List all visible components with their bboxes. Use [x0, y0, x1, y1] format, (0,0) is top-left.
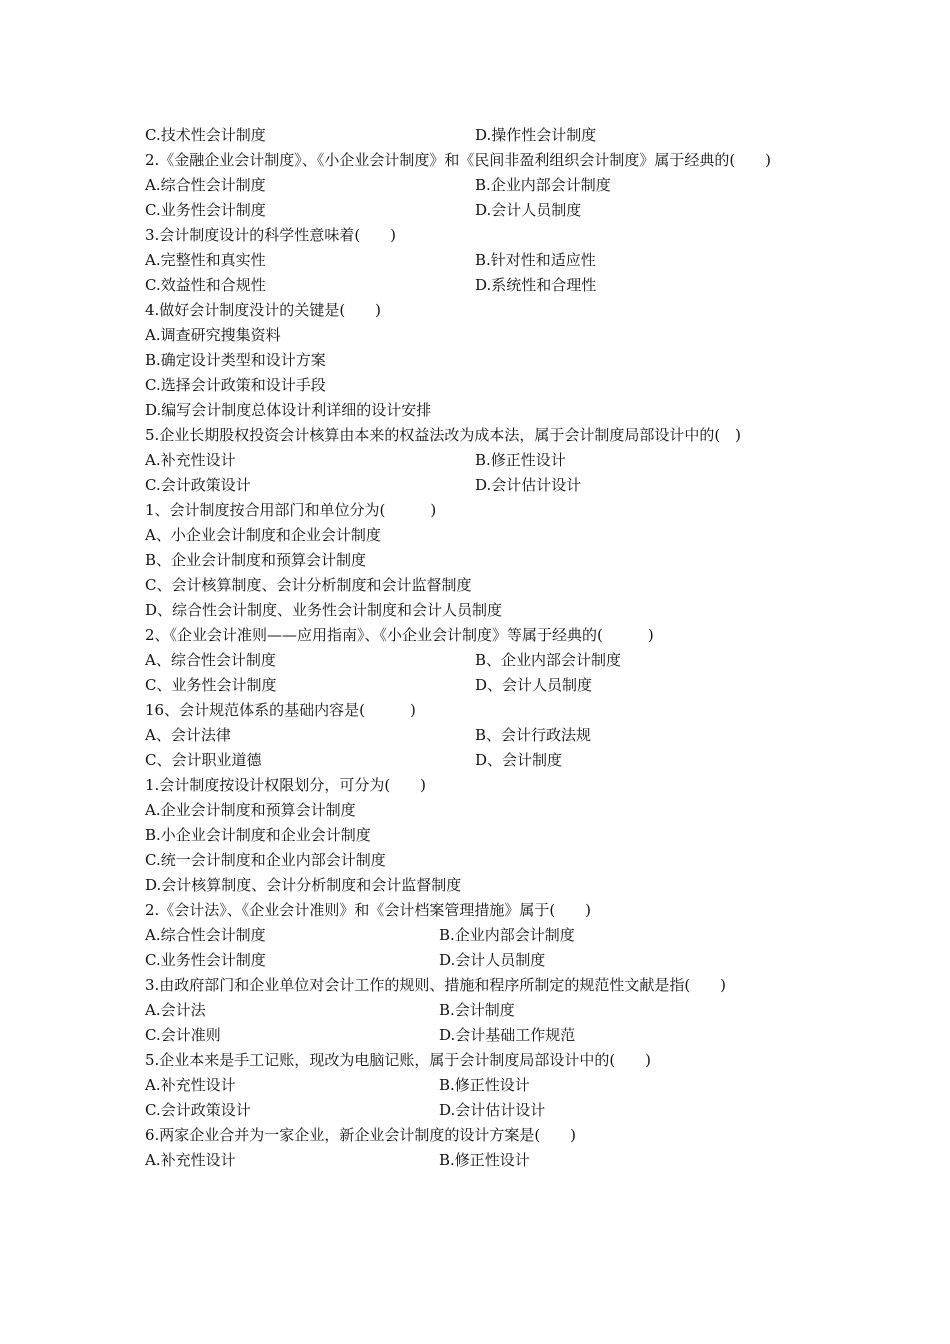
option-row	[145, 473, 810, 498]
option-row	[145, 1023, 810, 1048]
text-line: D、综合性会计制度、业务性会计制度和会计人员制度	[145, 601, 503, 619]
option-left: A.会计法	[145, 1001, 206, 1019]
option-right: D、会计人员制度	[475, 676, 593, 694]
text-line: 1.会计制度按设计权限划分，可分为( )	[145, 776, 427, 794]
option-row	[145, 173, 810, 198]
option-right: D.会计人员制度	[439, 951, 546, 969]
text-line: 1、会计制度按合用部门和单位分为( )	[145, 501, 437, 519]
option-row	[145, 1098, 810, 1123]
option-row	[145, 123, 810, 148]
option-row	[145, 1073, 810, 1098]
option-left: A.补充性设计	[145, 1151, 236, 1169]
option-left: C.业务性会计制度	[145, 201, 266, 219]
text-line: C.统一会计制度和企业内部会计制度	[145, 851, 386, 869]
option-right: D.会计人员制度	[475, 201, 582, 219]
option-right: B.针对性和适应性	[475, 251, 596, 269]
option-right: B.企业内部会计制度	[475, 176, 611, 194]
option-left: C.效益性和合规性	[145, 276, 266, 294]
option-left: A.补充性设计	[145, 1076, 236, 1094]
option-right: B.修正性设计	[475, 451, 566, 469]
option-right: B.修正性设计	[439, 1151, 530, 1169]
option-left: A、综合性会计制度	[145, 651, 276, 669]
option-row	[145, 273, 810, 298]
option-right: B.修正性设计	[439, 1076, 530, 1094]
option-right: D.系统性和合理性	[475, 276, 597, 294]
option-right: B、会计行政法规	[475, 726, 592, 744]
text-line: 5.企业本来是手工记账，现改为电脑记账，属于会计制度局部设计中的( )	[145, 1051, 652, 1069]
text-line: A.企业会计制度和预算会计制度	[145, 801, 356, 819]
option-left: C.会计准则	[145, 1026, 221, 1044]
text-line: 2、《企业会计准则——应用指南》、《小企业会计制度》等属于经典的( )	[145, 626, 654, 644]
text-line: A.调查研究搜集资料	[145, 326, 281, 344]
text-line: C.选择会计政策和设计手段	[145, 376, 326, 394]
option-right: B.会计制度	[439, 1001, 515, 1019]
option-row	[145, 923, 810, 948]
text-line: 6.两家企业合并为一家企业，新企业会计制度的设计方案是( )	[145, 1126, 577, 1144]
option-left: A.完整性和真实性	[145, 251, 266, 269]
option-row	[145, 648, 810, 673]
option-row	[145, 1148, 810, 1173]
text-line: 4.做好会计制度没计的关键是( )	[145, 301, 382, 319]
text-line: D.编写会计制度总体设计利详细的设计安排	[145, 401, 432, 419]
option-right: B、企业内部会计制度	[475, 651, 622, 669]
text-line: 2.《金融企业会计制度》、《小企业会计制度》和《民间非盈利组织会计制度》属于经典的( )	[145, 151, 772, 169]
text-line: 3.由政府部门和企业单位对会计工作的规则、措施和程序所制定的规范性文献是指( )	[145, 976, 727, 994]
text-line: B.确定设计类型和设计方案	[145, 351, 326, 369]
option-right: D.操作性会计制度	[475, 126, 597, 144]
option-left: C、业务性会计制度	[145, 676, 277, 694]
option-right: D、会计制度	[475, 751, 563, 769]
option-left: C、会计职业道德	[145, 751, 262, 769]
text-line: A、小企业会计制度和企业会计制度	[145, 526, 381, 544]
option-row	[145, 248, 810, 273]
option-row	[145, 748, 810, 773]
option-row	[145, 673, 810, 698]
text-line: 16、会计规范体系的基础内容是( )	[145, 701, 416, 719]
option-right: B.企业内部会计制度	[439, 926, 575, 944]
option-left: A.补充性设计	[145, 451, 236, 469]
text-line: B、企业会计制度和预算会计制度	[145, 551, 367, 569]
question-list	[145, 123, 810, 1173]
option-right: D.会计估计设计	[439, 1101, 546, 1119]
text-line: 5.企业长期股权投资会计核算由本来的权益法改为成本法，属于会计制度局部设计中的( )	[145, 426, 742, 444]
option-left: A、会计法律	[145, 726, 231, 744]
option-left: C.会计政策设计	[145, 1101, 251, 1119]
text-line: D.会计核算制度、会计分析制度和会计监督制度	[145, 876, 462, 894]
option-left: A.综合性会计制度	[145, 176, 266, 194]
option-row	[145, 448, 810, 473]
text-line: C、会计核算制度、会计分析制度和会计监督制度	[145, 576, 472, 594]
text-line: 3.会计制度设计的科学性意味着( )	[145, 226, 397, 244]
option-right: D.会计基础工作规范	[439, 1026, 576, 1044]
option-left: A.综合性会计制度	[145, 926, 266, 944]
text-line: B.小企业会计制度和企业会计制度	[145, 826, 371, 844]
text-line: 2.《会计法》、《企业会计准则》和《会计档案管理措施》属于( )	[145, 901, 592, 919]
option-row	[145, 948, 810, 973]
option-row	[145, 998, 810, 1023]
option-left: C.会计政策设计	[145, 476, 251, 494]
option-row	[145, 723, 810, 748]
option-left: C.技术性会计制度	[145, 126, 266, 144]
option-left: C.业务性会计制度	[145, 951, 266, 969]
option-right: D.会计估计设计	[475, 476, 582, 494]
option-row	[145, 198, 810, 223]
